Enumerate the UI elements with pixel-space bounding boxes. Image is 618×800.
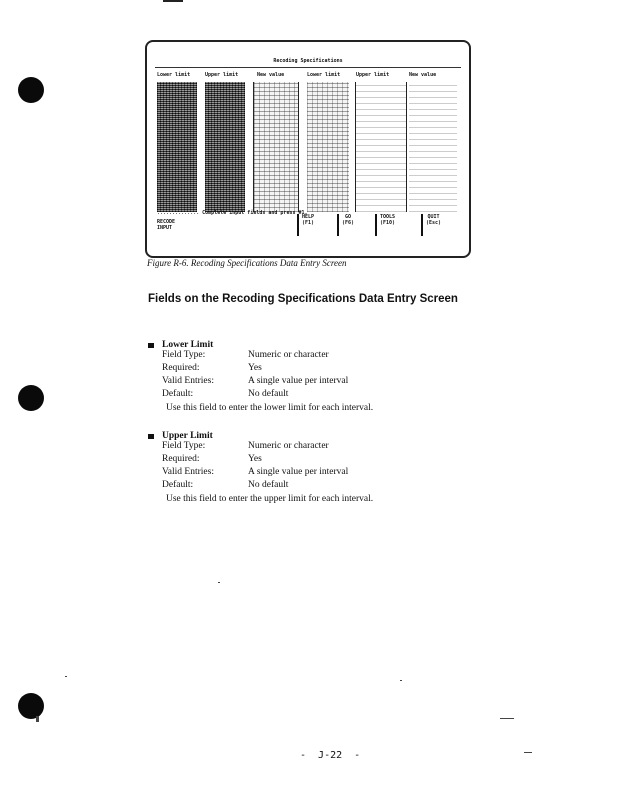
punch-hole (18, 693, 44, 719)
field-row (162, 389, 288, 399)
column-header-upper-limit-1: Upper limit (205, 72, 239, 78)
help-key-label: HELP (302, 214, 315, 220)
go-key-button[interactable] (337, 214, 354, 236)
quit-key-shortcut: (Esc) (426, 220, 442, 226)
bullet-icon (148, 343, 154, 348)
field-row (162, 467, 348, 477)
screen-title-rule (155, 67, 461, 68)
input-label: INPUT (157, 225, 173, 231)
punch-hole (18, 385, 44, 411)
quit-key-label: QUIT (427, 214, 440, 220)
tools-key-shortcut: (F10) (380, 220, 396, 226)
tools-key-label: TOOLS (380, 214, 396, 220)
help-key-button[interactable] (297, 214, 314, 236)
lower-limit-input-column-2[interactable] (307, 82, 349, 212)
column-header-upper-limit-2: Upper limit (356, 72, 390, 78)
upper-limit-input-column-2[interactable] (355, 82, 407, 212)
scan-speck (36, 716, 39, 722)
quit-key-button[interactable] (421, 214, 441, 236)
field-row-label: Field Type: (162, 441, 206, 451)
field-row (162, 480, 288, 490)
field-row-value: Yes (248, 363, 262, 373)
field-row-label: Default: (162, 389, 194, 399)
field-row (162, 454, 262, 464)
field-title: Lower Limit (162, 340, 214, 350)
bullet-icon (148, 434, 154, 439)
field-row (162, 441, 329, 451)
scan-speck (400, 680, 402, 681)
field-row-label: Default: (162, 480, 194, 490)
field-row-label: Required: (162, 363, 200, 373)
field-description: Use this field to enter the lower limit for each interval. (166, 403, 374, 413)
field-row-value: Yes (248, 454, 262, 464)
go-key-label: GO (345, 214, 352, 220)
tools-key-button[interactable] (375, 214, 395, 236)
field-row-label: Field Type: (162, 350, 206, 360)
field-row-value: A single value per interval (248, 467, 349, 477)
lower-limit-input-column[interactable] (157, 82, 197, 212)
field-row-label: Valid Entries: (162, 467, 214, 477)
field-row-value: A single value per interval (248, 376, 349, 386)
field-row (162, 376, 348, 386)
field-description: Use this field to enter the upper limit for each interval. (166, 494, 374, 504)
field-row-value: No default (248, 389, 289, 399)
status-message: .............. Complete input fields and press #1. (157, 210, 308, 216)
field-row (162, 350, 329, 360)
recode-label: RECODE (157, 219, 176, 225)
upper-limit-input-column[interactable] (205, 82, 245, 212)
screen-mode-labels (157, 219, 175, 231)
field-row-label: Required: (162, 454, 200, 464)
field-row-value: Numeric or character (248, 350, 329, 360)
screen-title: Recoding Specifications (273, 58, 343, 64)
new-value-input-column[interactable] (253, 82, 299, 212)
screenshot-figure (145, 40, 471, 258)
column-header-new-value-2: New value (409, 72, 437, 78)
figure-caption: Figure R-6. Recoding Specifications Data Entry Screen (147, 258, 347, 268)
field-row-value: Numeric or character (248, 441, 329, 451)
help-key-shortcut: (F1) (302, 220, 315, 226)
field-row (162, 363, 262, 373)
punch-hole (18, 77, 44, 103)
top-mark (163, 0, 183, 2)
scan-speck (65, 676, 67, 677)
new-value-input-column-2[interactable] (409, 82, 457, 212)
field-row-value: No default (248, 480, 289, 490)
field-row-label: Valid Entries: (162, 376, 214, 386)
scan-speck (500, 718, 514, 719)
column-header-new-value-1: New value (257, 72, 285, 78)
page-number: - J-22 - (300, 750, 361, 761)
column-header-lower-limit-1: Lower limit (157, 72, 191, 78)
scan-speck (524, 752, 532, 753)
field-title: Upper Limit (162, 431, 213, 441)
section-heading: Fields on the Recoding Specifications Data Entry Screen (148, 293, 458, 305)
scan-speck (218, 582, 220, 583)
column-header-lower-limit-2: Lower limit (307, 72, 341, 78)
go-key-shortcut: (F6) (342, 220, 355, 226)
